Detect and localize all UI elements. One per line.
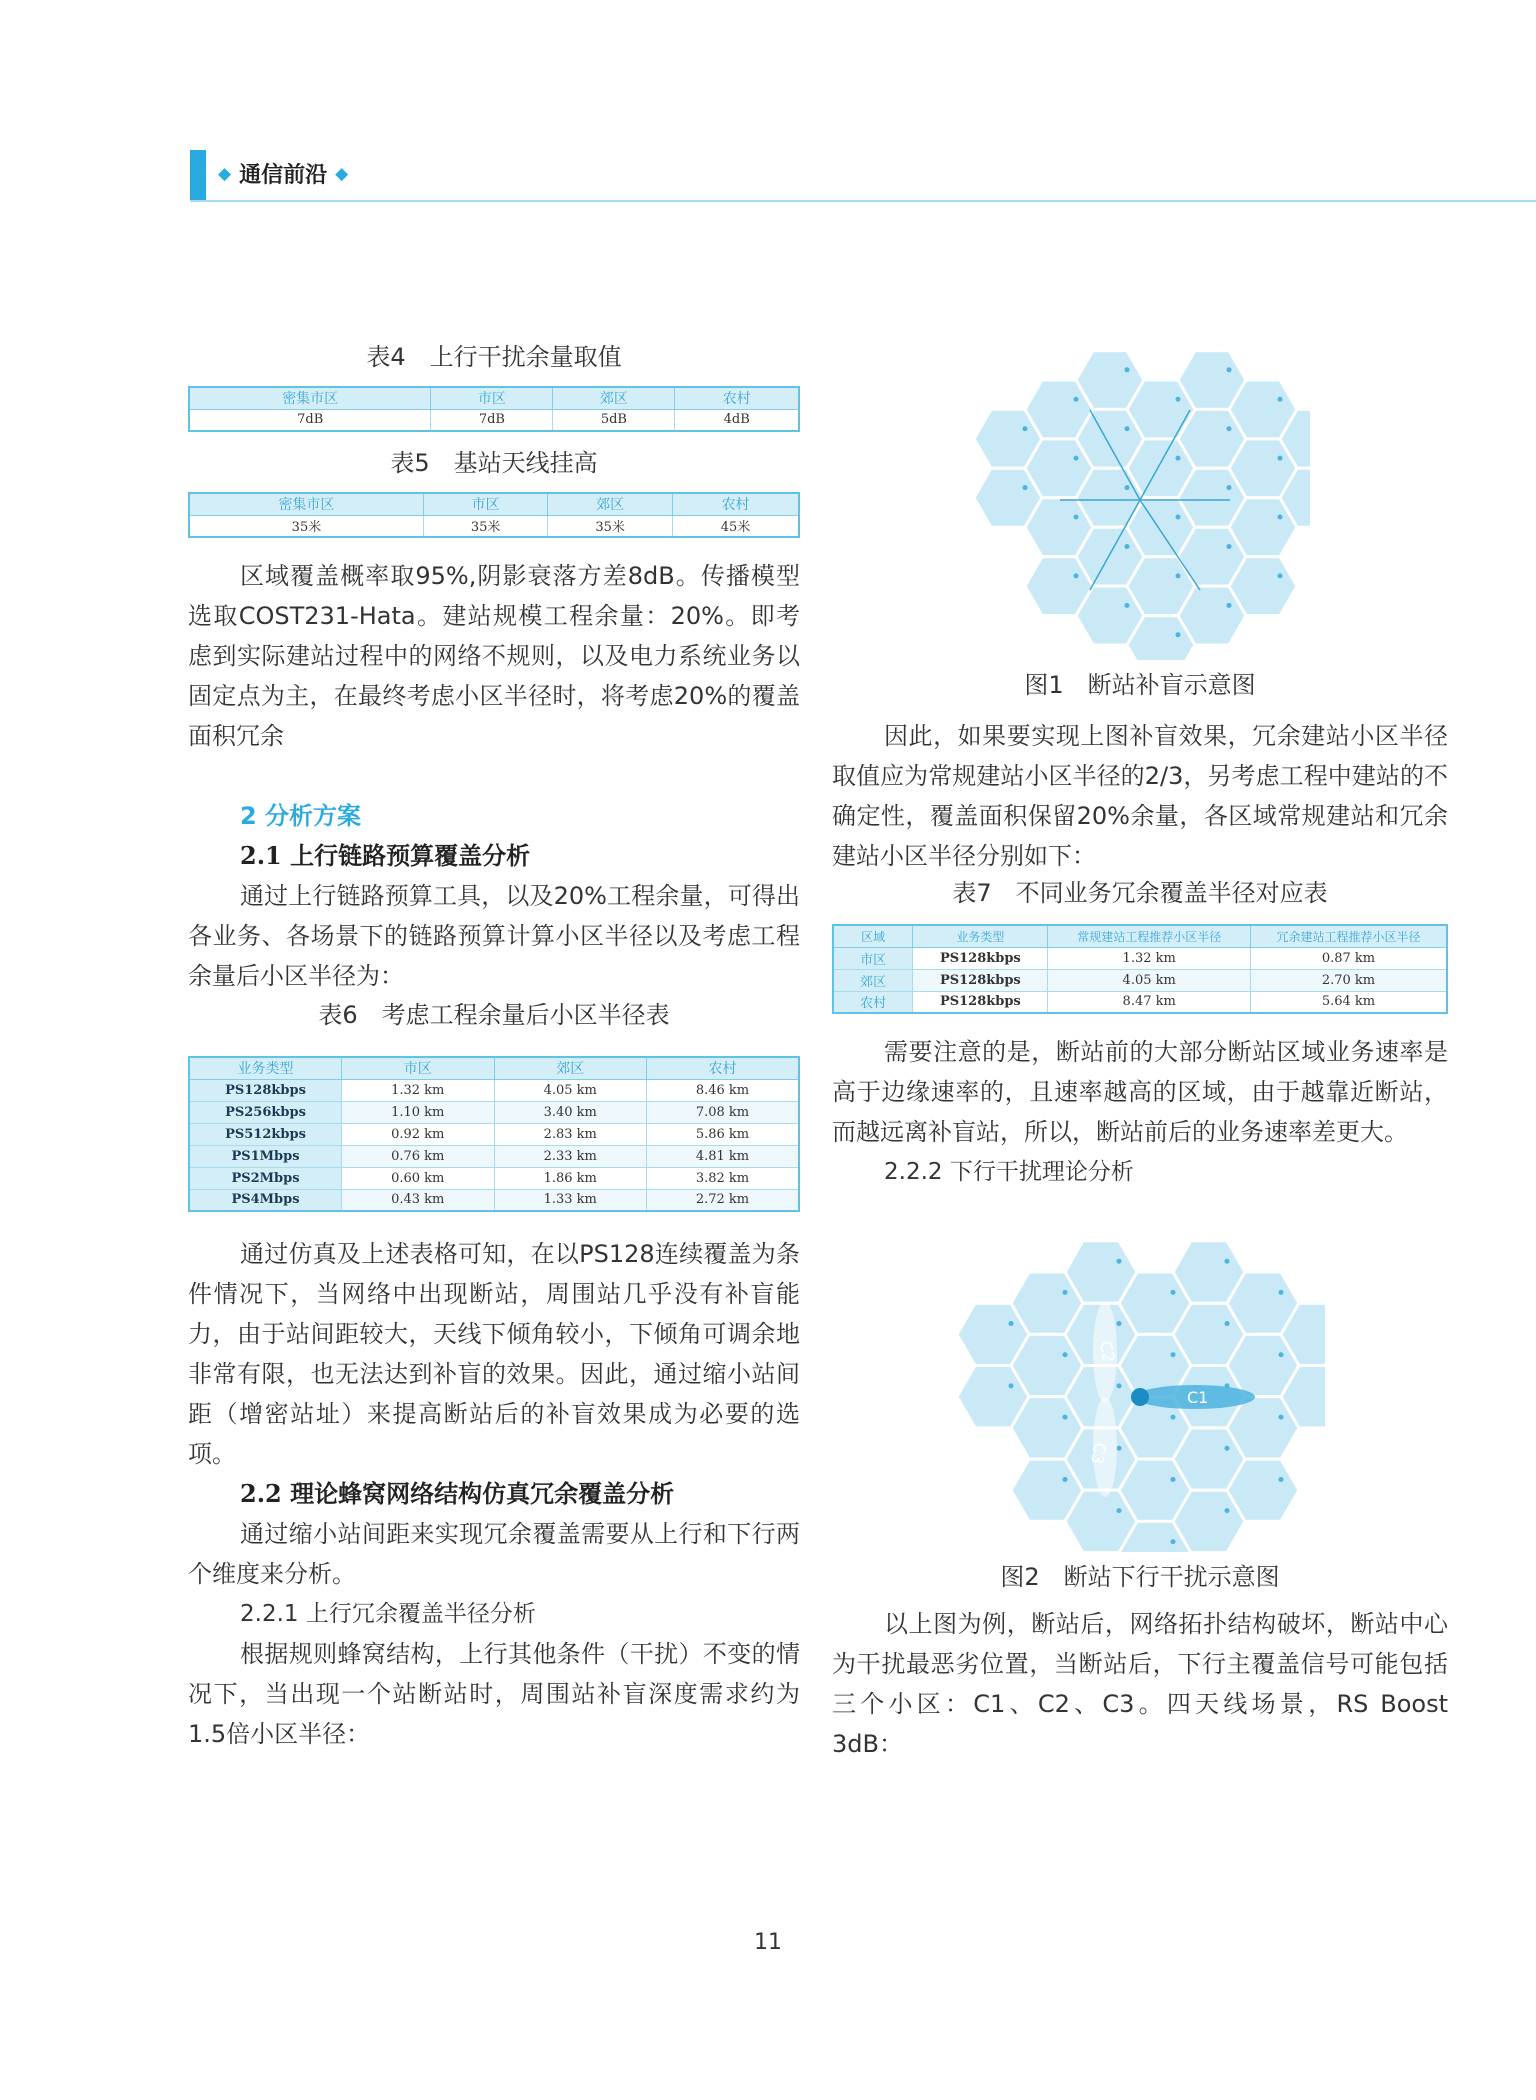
table-cell: 7.08 km xyxy=(647,1101,800,1123)
table-cell: 5.64 km xyxy=(1251,991,1448,1013)
table-cell: 5dB xyxy=(553,409,675,431)
site-marker xyxy=(1117,1383,1122,1388)
table-cell: 7dB xyxy=(431,409,553,431)
site-marker xyxy=(1176,573,1181,578)
table-header-cell: 郊区 xyxy=(494,1057,647,1079)
table-header-cell: 密集市区 xyxy=(189,387,431,409)
table-header-cell: 业务类型 xyxy=(913,925,1048,947)
table-cell: 45米 xyxy=(672,515,799,537)
honeycomb-diagram-2 xyxy=(955,1232,1325,1552)
table-cell: 2.72 km xyxy=(647,1189,800,1211)
subsection-heading: 2.2 理论蜂窝网络结构仿真冗余覆盖分析 xyxy=(240,1479,675,1508)
site-marker xyxy=(1279,1415,1284,1420)
site-marker xyxy=(1125,485,1130,490)
table7 xyxy=(832,924,1448,1014)
table-cell: 市区 xyxy=(833,947,913,969)
table5 xyxy=(188,492,800,538)
table-cell: 2.70 km xyxy=(1251,969,1448,991)
site-marker xyxy=(1063,1290,1068,1295)
paragraph: 以上图为例，断站后，网络拓扑结构破坏，断站中心为干扰最恶劣位置，当断站后，下行主覆盖信号可能包括三个小区：C1、C2、C3。四天线场景，RS Boost 3dB： xyxy=(832,1610,1448,1758)
figure1-caption: 图1 断站补盲示意图 xyxy=(1024,671,1256,699)
figure-1 xyxy=(832,340,1448,660)
site-marker xyxy=(1227,603,1232,608)
table-cell: PS512kbps xyxy=(189,1123,342,1145)
paragraph: 通过上行链路预算工具，以及20%工程余量，可得出各业务、各场景下的链路预算计算小区半径以及考虑工程余量后小区半径为： xyxy=(188,882,800,990)
table-cell: PS256kbps xyxy=(189,1101,342,1123)
table-cell: 35米 xyxy=(548,515,673,537)
site-marker xyxy=(1074,397,1079,402)
site-marker xyxy=(1074,515,1079,520)
subsubsection-heading: 2.2.2 下行干扰理论分析 xyxy=(884,1159,1134,1185)
table-cell: 2.33 km xyxy=(494,1145,647,1167)
site-marker xyxy=(1063,1477,1068,1482)
site-marker xyxy=(1278,397,1283,402)
table-header-cell: 农村 xyxy=(647,1057,800,1079)
site-marker xyxy=(1176,456,1181,461)
subsubsection-heading: 2.2.1 上行冗余覆盖半径分析 xyxy=(240,1601,536,1627)
figure-2 xyxy=(832,1232,1448,1552)
site-marker xyxy=(1279,1352,1284,1357)
table-header-cell: 市区 xyxy=(431,387,553,409)
table-header-cell: 常规建站工程推荐小区半径 xyxy=(1048,925,1251,947)
table-cell: 0.92 km xyxy=(342,1123,495,1145)
site-marker xyxy=(1171,1290,1176,1295)
cell-label-c3: C3 xyxy=(1087,1441,1110,1466)
table-cell: 7dB xyxy=(189,409,431,431)
table-cell: 农村 xyxy=(833,991,913,1013)
figure2-caption: 图2 断站下行干扰示意图 xyxy=(1000,1563,1280,1591)
site-marker xyxy=(1227,544,1232,549)
site-marker xyxy=(1171,1415,1176,1420)
table7-caption: 表7 不同业务冗余覆盖半径对应表 xyxy=(952,879,1328,907)
table-cell: 1.33 km xyxy=(494,1189,647,1211)
site-marker xyxy=(1063,1415,1068,1420)
table-row xyxy=(189,1145,799,1167)
site-marker xyxy=(1227,485,1232,490)
table-cell: 35米 xyxy=(423,515,548,537)
table-cell: 1.86 km xyxy=(494,1167,647,1189)
table-row xyxy=(189,1123,799,1145)
table-row xyxy=(189,1079,799,1101)
site-marker xyxy=(1225,1321,1230,1326)
table-cell: 1.10 km xyxy=(342,1101,495,1123)
paragraph: 通过缩小站间距来实现冗余覆盖需要从上行和下行两个维度来分析。 xyxy=(188,1520,800,1588)
site-marker xyxy=(1023,426,1028,431)
right-column xyxy=(832,340,1448,1764)
paragraph: 因此，如果要实现上图补盲效果，冗余建站小区半径取值应为常规建站小区半径的2/3，另考虑工程中建站的不确定性，覆盖面积保留20%余量，各区域常规建站和冗余建站小区半径分别如下： xyxy=(832,722,1448,870)
site-marker xyxy=(1009,1321,1014,1326)
site-marker xyxy=(1009,1383,1014,1388)
header-title: 通信前沿 xyxy=(239,163,328,188)
table-cell: PS128kbps xyxy=(189,1079,342,1101)
table-row xyxy=(833,969,1447,991)
table-cell: 4dB xyxy=(675,409,799,431)
table-cell: 3.82 km xyxy=(647,1167,800,1189)
site-marker xyxy=(1279,1290,1284,1295)
table-header-cell: 郊区 xyxy=(548,493,673,515)
table4 xyxy=(188,386,800,432)
site-marker xyxy=(1227,426,1232,431)
site-marker xyxy=(1225,1446,1230,1451)
paragraph: 通过仿真及上述表格可知，在以PS128连续覆盖为条件情况下，当网络中出现断站，周围站几乎没有补盲能力，由于站间距较大，天线下倾角较小，下倾角可调余地非常有限，也无法达到补盲的效果。因此，通过缩小站间距（增密站址）来提高断站后的补盲效果成为必要的选项。 xyxy=(188,1240,800,1468)
site-marker xyxy=(1125,544,1130,549)
table-cell: 4.81 km xyxy=(647,1145,800,1167)
cell-label-c1: C1 xyxy=(1187,1388,1209,1407)
site-marker xyxy=(1278,573,1283,578)
site-marker xyxy=(1176,397,1181,402)
paragraph: 根据规则蜂窝结构，上行其他条件（干扰）不变的情况下，当出现一个站断站时，周围站补盲深度需求约为1.5倍小区半径： xyxy=(188,1640,800,1748)
table4-caption: 表4 上行干扰余量取值 xyxy=(366,343,622,371)
table-row xyxy=(833,947,1447,969)
table-cell: 5.86 km xyxy=(647,1123,800,1145)
table-header-cell: 郊区 xyxy=(553,387,675,409)
table-row xyxy=(833,991,1447,1013)
table-cell: 4.05 km xyxy=(1048,969,1251,991)
table-cell: PS2Mbps xyxy=(189,1167,342,1189)
page-number: 11 xyxy=(754,1930,782,1955)
table-header-cell: 密集市区 xyxy=(189,493,423,515)
site-marker xyxy=(1171,1539,1176,1544)
diamond-icon: ◆ xyxy=(335,163,349,184)
table-cell: 1.32 km xyxy=(1048,947,1251,969)
site-marker xyxy=(1225,1508,1230,1513)
site-marker xyxy=(1117,1259,1122,1264)
table-row xyxy=(189,1167,799,1189)
table-row xyxy=(189,409,799,431)
table-cell: 4.05 km xyxy=(494,1079,647,1101)
cell-label-c2: C2 xyxy=(1096,1339,1119,1364)
site-marker xyxy=(1074,573,1079,578)
table-cell: 2.83 km xyxy=(494,1123,647,1145)
site-marker xyxy=(1117,1446,1122,1451)
table-cell: 35米 xyxy=(189,515,423,537)
section-header xyxy=(218,158,348,189)
site-marker xyxy=(1171,1352,1176,1357)
table-header-cell: 冗余建站工程推荐小区半径 xyxy=(1251,925,1448,947)
section-heading: 2 分析方案 xyxy=(240,802,362,830)
site-marker xyxy=(1125,603,1130,608)
table6 xyxy=(188,1056,800,1212)
hex-cell xyxy=(1229,557,1297,616)
table5-caption: 表5 基站天线挂高 xyxy=(390,449,598,477)
table-cell: PS128kbps xyxy=(913,947,1048,969)
site-marker xyxy=(1117,1321,1122,1326)
header-accent-bar xyxy=(190,150,206,200)
site-marker xyxy=(1176,515,1181,520)
honeycomb-diagram-1 xyxy=(970,340,1310,660)
table-row xyxy=(189,515,799,537)
paragraph: 区域覆盖概率取95%,阴影衰落方差8dB。传播模型选取COST231-Hata。建站规模工程余量：20%。即考虑到实际建站过程中的网络不规则，以及电力系统业务以固定点为主，在最终考虑小区半径时，将考虑20%的覆盖面积冗余 xyxy=(188,562,800,750)
table-header-cell: 业务类型 xyxy=(189,1057,342,1079)
site-marker xyxy=(1125,367,1130,372)
site-marker xyxy=(1074,456,1079,461)
table-header-cell: 市区 xyxy=(342,1057,495,1079)
table-cell: 0.76 km xyxy=(342,1145,495,1167)
site-marker xyxy=(1176,632,1181,637)
site-marker xyxy=(1023,485,1028,490)
table-cell: 8.47 km xyxy=(1048,991,1251,1013)
table-cell: 郊区 xyxy=(833,969,913,991)
table-cell: PS4Mbps xyxy=(189,1189,342,1211)
table-header-cell: 农村 xyxy=(672,493,799,515)
table-cell: PS1Mbps xyxy=(189,1145,342,1167)
hex-grid xyxy=(974,351,1310,660)
table-cell: 0.87 km xyxy=(1251,947,1448,969)
paragraph: 需要注意的是，断站前的大部分断站区域业务速率是高于边缘速率的，且速率越高的区域，由于越靠近断站，而越远离补盲站，所以，断站前后的业务速率差更大。 xyxy=(832,1038,1448,1146)
diamond-icon: ◆ xyxy=(218,163,232,184)
outage-site xyxy=(1131,1388,1149,1406)
table-header-cell: 农村 xyxy=(675,387,799,409)
site-marker xyxy=(1279,1477,1284,1482)
header-rule xyxy=(190,200,1536,202)
table-header-cell: 市区 xyxy=(423,493,548,515)
site-marker xyxy=(1125,426,1130,431)
subsection-heading: 2.1 上行链路预算覆盖分析 xyxy=(240,841,531,870)
site-marker xyxy=(1227,367,1232,372)
site-marker xyxy=(1171,1477,1176,1482)
site-marker xyxy=(1117,1508,1122,1513)
table-header-cell: 区域 xyxy=(833,925,913,947)
table-row xyxy=(189,1101,799,1123)
site-marker xyxy=(1063,1352,1068,1357)
table-cell: 0.43 km xyxy=(342,1189,495,1211)
table6-caption: 表6 考虑工程余量后小区半径表 xyxy=(318,1001,670,1029)
table-cell: PS128kbps xyxy=(913,991,1048,1013)
table-cell: 1.32 km xyxy=(342,1079,495,1101)
table-cell: PS128kbps xyxy=(913,969,1048,991)
table-cell: 3.40 km xyxy=(494,1101,647,1123)
table-cell: 8.46 km xyxy=(647,1079,800,1101)
left-column xyxy=(188,340,800,1754)
site-marker xyxy=(1278,456,1283,461)
table-cell: 0.60 km xyxy=(342,1167,495,1189)
site-marker xyxy=(1278,515,1283,520)
table-row xyxy=(189,1189,799,1211)
site-marker xyxy=(1225,1259,1230,1264)
